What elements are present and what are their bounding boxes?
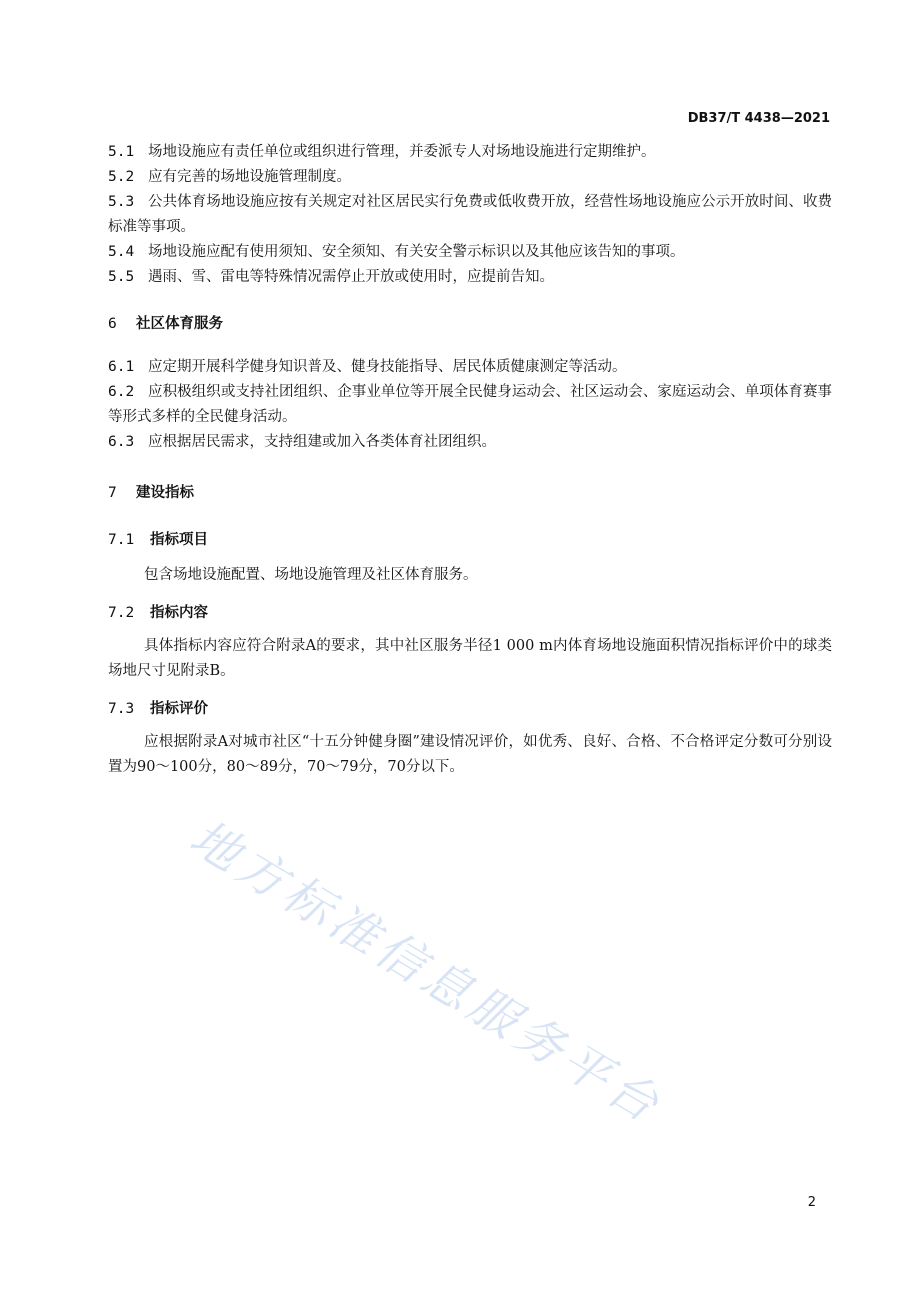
clause-number: 5.5 bbox=[108, 269, 135, 285]
clause-text: 遇雨、雪、雷电等特殊情况需停止开放或使用时，应提前告知。 bbox=[148, 269, 554, 285]
document-code: DB37/T 4438—2021 bbox=[687, 111, 830, 126]
subsection-number: 7.2 bbox=[108, 605, 135, 621]
section-6-heading bbox=[108, 312, 223, 333]
clause-text: 公共体育场地设施应按有关规定对社区居民实行免费或低收费开放，经营性场地设施应公示开放时间、收费标准等事项。 bbox=[108, 194, 832, 235]
clause-number: 5.3 bbox=[108, 194, 135, 210]
clause-number: 5.2 bbox=[108, 169, 135, 185]
subsection-title: 指标评价 bbox=[150, 701, 208, 717]
clause-6-2 bbox=[108, 380, 832, 430]
section-number: 7 bbox=[108, 485, 117, 501]
clause-text: 应有完善的场地设施管理制度。 bbox=[148, 169, 351, 185]
clause-5-5 bbox=[108, 265, 832, 290]
subsection-7-2-text: 具体指标内容应符合附录A的要求，其中社区服务半径1 000 m内体育场地设施面积情况指标评价中的球类场地尺寸见附录B。 bbox=[108, 638, 832, 679]
subsection-7-1-heading bbox=[108, 528, 208, 549]
clause-number: 6.3 bbox=[108, 434, 135, 450]
subsection-title: 指标项目 bbox=[150, 532, 208, 548]
clause-text: 场地设施应配有使用须知、安全须知、有关安全警示标识以及其他应该告知的事项。 bbox=[148, 244, 685, 260]
subsection-number: 7.1 bbox=[108, 532, 135, 548]
subsection-7-3-heading bbox=[108, 697, 208, 718]
clause-5-3 bbox=[108, 190, 832, 240]
clause-6-3 bbox=[108, 430, 832, 455]
section-title: 社区体育服务 bbox=[136, 316, 223, 332]
clause-text: 应根据居民需求，支持组建或加入各类体育社团组织。 bbox=[148, 434, 496, 450]
page-number: 2 bbox=[807, 1195, 816, 1210]
clause-number: 6.1 bbox=[108, 359, 135, 375]
clause-number: 5.1 bbox=[108, 144, 135, 160]
subsection-title: 指标内容 bbox=[150, 605, 208, 621]
subsection-7-3-text: 应根据附录A对城市社区“十五分钟健身圈”建设情况评价，如优秀、良好、合格、不合格评定分数可分别设置为90～100分，80～89分，70～79分，70分以下。 bbox=[108, 734, 832, 775]
watermark: 地方标准信息服务平台 bbox=[180, 809, 673, 1136]
clause-5-1 bbox=[108, 140, 832, 165]
clause-number: 5.4 bbox=[108, 244, 135, 260]
section-number: 6 bbox=[108, 316, 117, 332]
clause-text: 应定期开展科学健身知识普及、健身技能指导、居民体质健康测定等活动。 bbox=[148, 359, 627, 375]
clause-5-4 bbox=[108, 240, 832, 265]
section-6-clauses bbox=[108, 355, 832, 455]
section-7-heading bbox=[108, 481, 194, 502]
clause-text: 应积极组织或支持社团组织、企事业单位等开展全民健身运动会、社区运动会、家庭运动会、单项体育赛事等形式多样的全民健身活动。 bbox=[108, 384, 832, 425]
section-title: 建设指标 bbox=[136, 485, 194, 501]
clause-6-1 bbox=[108, 355, 832, 380]
clause-5-2 bbox=[108, 165, 832, 190]
subsection-number: 7.3 bbox=[108, 701, 135, 717]
subsection-7-2-heading bbox=[108, 601, 208, 622]
section-5-clauses bbox=[108, 140, 832, 290]
clause-text: 场地设施应有责任单位或组织进行管理，并委派专人对场地设施进行定期维护。 bbox=[148, 144, 656, 160]
subsection-7-1-text: 包含场地设施配置、场地设施管理及社区体育服务。 bbox=[144, 567, 478, 583]
clause-number: 6.2 bbox=[108, 384, 135, 400]
